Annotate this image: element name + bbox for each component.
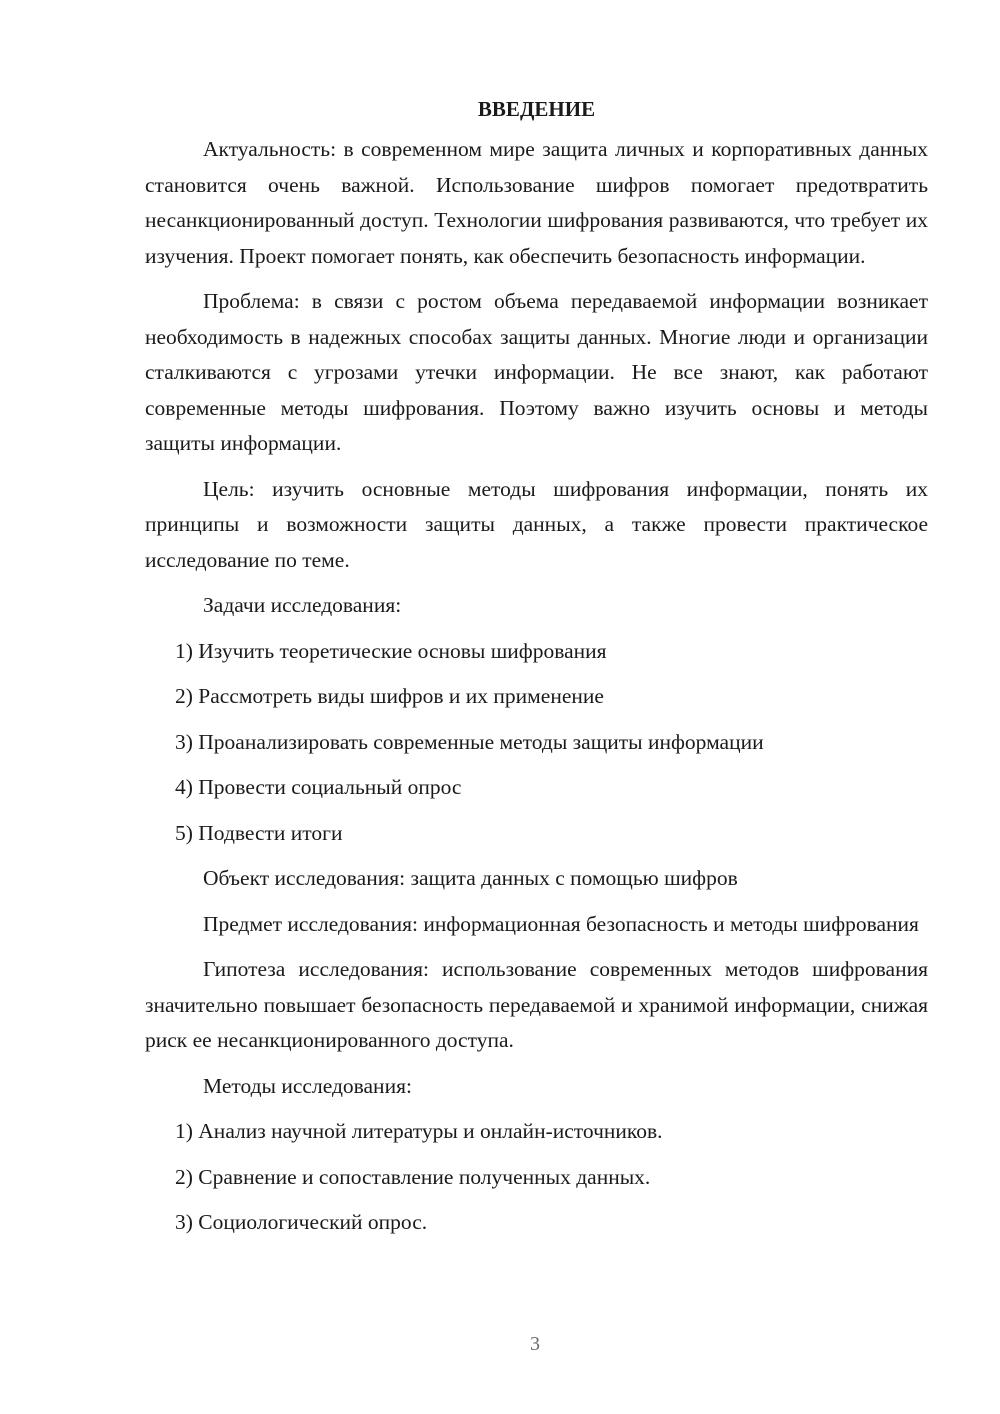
document-page (145, 92, 928, 1251)
list-item: 3) Проанализировать современные методы защиты информации (175, 729, 764, 754)
tasks-list (145, 634, 928, 852)
methods-label: Методы исследования: (203, 1073, 412, 1098)
object-paragraph: Объект исследования: защита данных с помощью шифров (203, 866, 738, 890)
list-item: 1) Изучить теоретические основы шифрования (175, 638, 607, 663)
hypothesis-paragraph: Гипотеза исследования: использование современных методов шифрования значительно повышает безопасность передаваемой и хранимой информации, снижая риск ее несанкционированного доступа. (145, 957, 928, 1052)
tasks-label: Задачи исследования: (203, 593, 402, 617)
methods-list (145, 1114, 928, 1241)
list-item: 2) Рассмотреть виды шифров и их применение (175, 684, 604, 708)
list-item: 1) Анализ научной литературы и онлайн-источников. (175, 1119, 663, 1143)
list-item: 3) Социологический опрос. (175, 1210, 428, 1234)
relevance-paragraph: Актуальность: в современном мире защита личных и корпоративных данных становится очень важной. Использование шифров помогает предотвратить несанкционированный доступ. Технологии шифрования развиваются, что требует их изучения. Проект помогает понять, как обеспечить безопасность информации. (145, 137, 928, 268)
list-item: 4) Провести социальный опрос (175, 775, 462, 799)
page-title: ВВЕДЕНИЕ (477, 97, 596, 121)
page-number: 3 (530, 1333, 540, 1355)
list-item: 5) Подвести итоги (175, 820, 343, 845)
list-item: 2) Сравнение и сопоставление полученных данных. (175, 1164, 651, 1189)
subject-paragraph: Предмет исследования: информационная безопасность и методы шифрования (203, 911, 919, 936)
goal-paragraph: Цель: изучить основные методы шифрования информации, понять их принципы и возможности защиты данных, а также провести практическое исследование по теме. (145, 476, 928, 572)
problem-paragraph: Проблема: в связи с ростом объема передаваемой информации возникает необходимость в надежных способах защиты данных. Многие люди и организации сталкиваются с угрозами утечки информации. Не все знают, как работают современные методы шифрования. Поэтому важно изучить основы и методы защиты информации. (145, 289, 928, 455)
